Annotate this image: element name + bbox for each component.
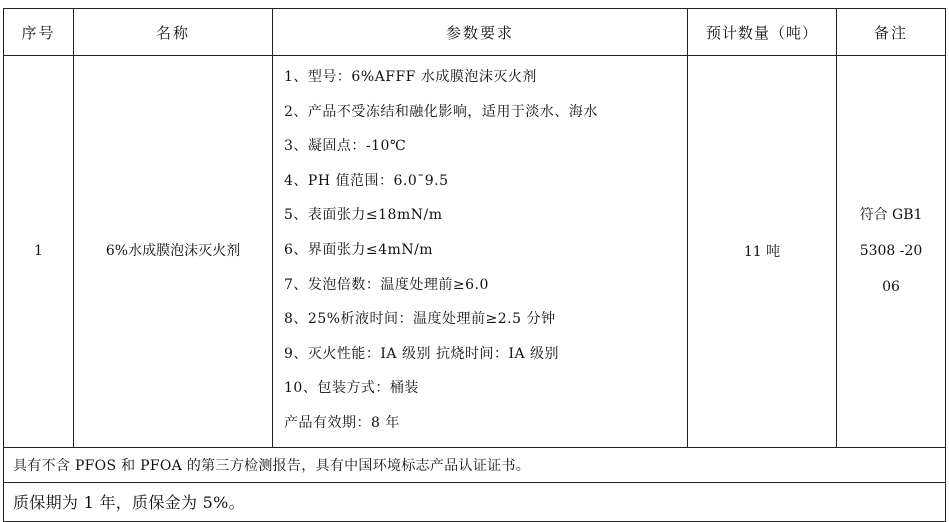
header-params: 参数要求 <box>273 9 688 56</box>
footer-row-certification <box>4 447 946 482</box>
header-row <box>4 9 946 56</box>
param-line: 5、表面张力≤18mN/m <box>284 207 443 224</box>
param-line: 2、产品不受冻结和融化影响，适用于淡水、海水 <box>284 103 598 120</box>
footer-certification: 具有不含 PFOS 和 PFOA 的第三方检测报告，具有中国环境标志产品认证证书。 <box>4 447 946 482</box>
header-name: 名称 <box>74 9 273 56</box>
row-index: 1 <box>4 56 74 448</box>
header-quantity: 预计数量（吨） <box>688 9 837 56</box>
row-note-cell <box>837 56 946 448</box>
param-line: 产品有效期：8 年 <box>284 414 400 431</box>
header-note: 备注 <box>837 9 946 56</box>
row-note: 符合 GB15308 -2006 <box>859 207 923 296</box>
param-line: 7、发泡倍数：温度处理前≥6.0 <box>284 276 489 293</box>
requirements-table <box>3 8 946 522</box>
param-line: 1、型号：6%AFFF 水成膜泡沫灭火剂 <box>284 69 537 85</box>
row-name: 6%水成膜泡沫灭火剂 <box>105 243 241 260</box>
param-line: 8、25%析液时间：温度处理前≥2.5 分钟 <box>284 311 556 328</box>
footer-row-warranty <box>4 482 946 521</box>
param-line: 3、凝固点：-10℃ <box>284 138 407 155</box>
row-quantity: 11 吨 <box>688 56 837 448</box>
param-line: 9、灭火性能：IA 级别 抗烧时间：IA 级别 <box>284 345 560 362</box>
table-row <box>4 56 946 448</box>
footer-warranty: 质保期为 1 年，质保金为 5%。 <box>4 482 946 521</box>
row-name-cell <box>74 56 273 448</box>
header-index: 序号 <box>4 9 74 56</box>
row-params-cell <box>273 56 688 448</box>
param-line: 6、界面张力≤4mN/m <box>284 241 434 258</box>
param-line: 4、PH 值范围：6.0¯9.5 <box>284 172 449 189</box>
param-line: 10、包装方式：桶装 <box>284 380 419 397</box>
